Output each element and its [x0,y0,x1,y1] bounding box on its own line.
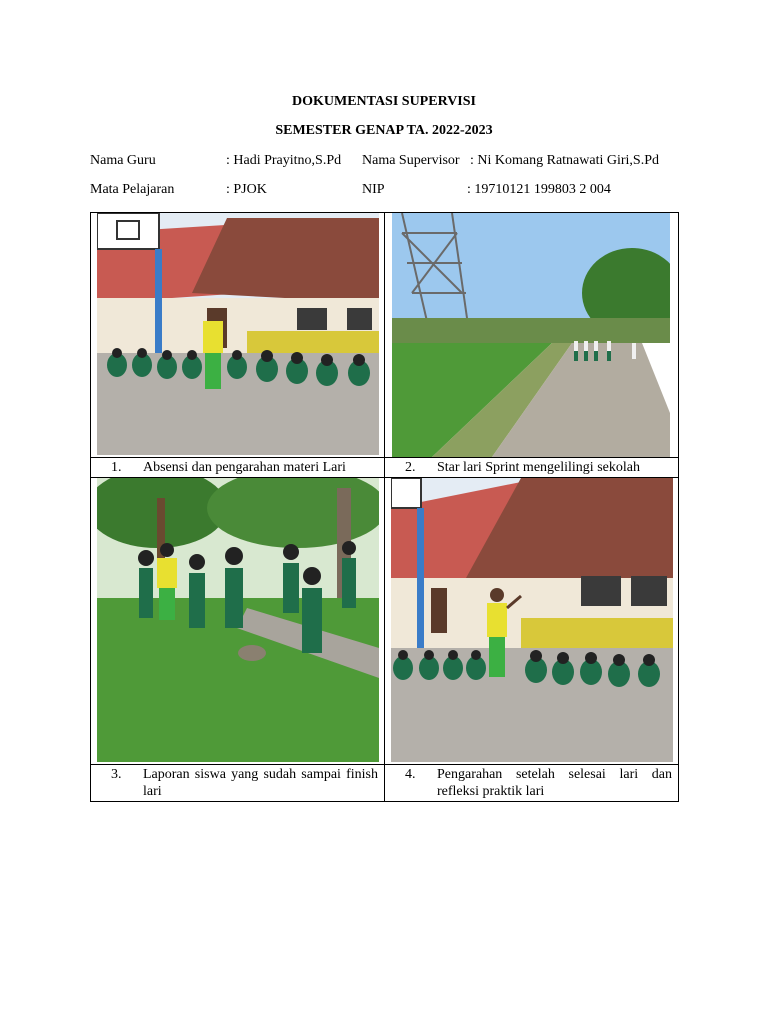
caption-text-4: Pengarahan setelah selesai lari dan refleksi praktik lari [437,767,672,799]
document-subtitle: SEMESTER GENAP TA. 2022-2023 [275,123,493,138]
document-title: DOKUMENTASI SUPERVISI [291,94,476,109]
subject-value: : PJOK [226,182,267,197]
caption-cell-3 [91,765,385,802]
caption-number-4: 4. [405,767,416,782]
photo-documentation-table [90,212,679,802]
photo-cell-1 [91,213,385,458]
supervisor-name-label: Nama Supervisor [362,153,460,168]
subject-label: Mata Pelajaran [90,182,175,197]
photo-debrief-reflection [391,478,673,762]
caption-cell-1 [91,458,385,478]
photo-attendance-briefing [97,213,379,455]
caption-number-2: 2. [405,460,416,475]
caption-text-1: Absensi dan pengarahan materi Lari [143,460,346,475]
photo-cell-3 [91,478,385,765]
photo-sprint-start [392,213,670,457]
caption-cell-4 [385,765,679,802]
photo-cell-2 [385,213,679,458]
nip-label: NIP [362,182,385,197]
photo-finish-report [97,478,379,762]
caption-text-3: Laporan siswa yang sudah sampai finish lari [143,767,378,799]
photo-cell-4 [385,478,679,765]
nip-value: : 19710121 199803 2 004 [467,182,611,197]
caption-text-2: Star lari Sprint mengelilingi sekolah [437,460,640,475]
teacher-name-value: : Hadi Prayitno,S.Pd [226,153,342,168]
caption-cell-2 [385,458,679,478]
caption-number-3: 3. [111,767,122,782]
supervisor-name-value: : Ni Komang Ratnawati Giri,S.Pd [470,153,659,168]
caption-number-1: 1. [111,460,122,475]
teacher-name-label: Nama Guru [90,153,156,168]
